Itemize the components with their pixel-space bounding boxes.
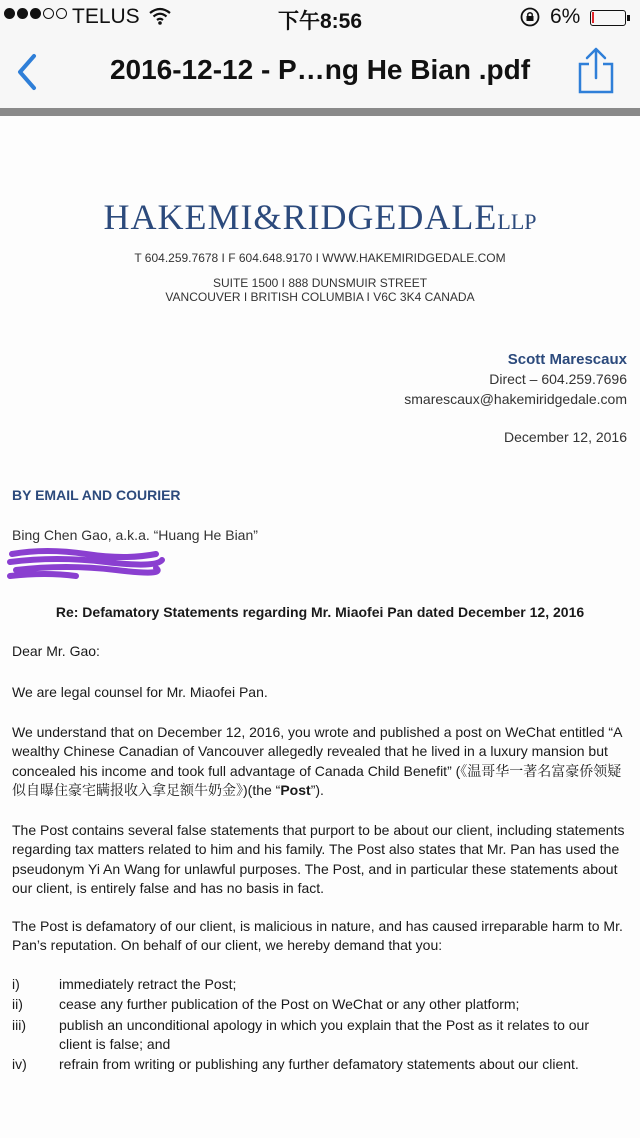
item-number: ii)	[12, 996, 23, 1012]
paragraph-4: The Post is defamatory of our client, is malicious in nature, and has caused irreparable harm to Mr. Pan’s reputation. On behalf of our client, we hereby demand that you:	[12, 918, 623, 954]
paragraph-2	[12, 723, 630, 801]
pdf-page[interactable]	[0, 116, 640, 1138]
item-text: cease any further publication of the Post on WeChat or any other platform;	[59, 996, 520, 1012]
recipient-name: Bing Chen Gao, a.k.a. “Huang He Bian”	[12, 527, 258, 543]
battery-level-fill	[592, 12, 594, 23]
firm-contact: T 604.259.7678 I F 604.648.9170 I WWW.HAKEMIRIDGEDALE.COM	[134, 251, 506, 265]
item-text: refrain from writing or publishing any further defamatory statements about our client.	[59, 1056, 579, 1072]
paragraph-2-end: ”).	[310, 782, 324, 799]
battery-tip	[627, 15, 630, 21]
demand-item	[12, 995, 520, 1014]
demand-item	[12, 1055, 579, 1074]
item-number: iii)	[12, 1017, 26, 1033]
battery-icon	[590, 10, 626, 26]
signer-direct-phone: Direct – 604.259.7696	[489, 371, 627, 387]
demand-item	[12, 975, 237, 994]
paragraph-2-term: Post	[280, 782, 311, 799]
firm-logo-suffix: LLP	[497, 209, 537, 234]
status-time: 下午8:56	[277, 10, 363, 33]
share-icon[interactable]	[572, 46, 620, 96]
signer-name: Scott Marescaux	[507, 351, 627, 368]
rotation-lock-icon	[519, 6, 541, 28]
demand-item	[12, 1016, 590, 1053]
delivery-method: BY EMAIL AND COURIER	[12, 487, 181, 503]
firm-logo	[0, 196, 640, 238]
document-title: 2016-12-12 - P…ng He Bian .pdf	[109, 54, 531, 85]
nav-bar	[0, 36, 640, 108]
battery-percent: 6%	[550, 5, 581, 28]
paragraph-3: The Post contains several false statements that purport to be about our client, including statements regarding tax matters related to him and his family. The Post also states that Mr. Pan has used the pseudonym Yi An Wang for unlawful purposes. The Post, and in particular these statements about our client, is entirely false and has no basis in fact.	[12, 822, 625, 897]
redaction-scribble	[6, 546, 166, 582]
item-number: iv)	[12, 1056, 27, 1072]
item-number: i)	[12, 976, 20, 992]
signer-email: smarescaux@hakemiridgedale.com	[404, 391, 627, 407]
item-text: immediately retract the Post;	[59, 976, 237, 992]
nav-divider	[0, 108, 640, 116]
firm-logo-name: HAKEMI&RIDGEDALE	[103, 197, 498, 237]
letter-date: December 12, 2016	[504, 429, 627, 445]
firm-address-line1: SUITE 1500 I 888 DUNSMUIR STREET	[212, 276, 428, 290]
letter-subject: Re: Defamatory Statements regarding Mr. Miaofei Pan dated December 12, 2016	[55, 604, 585, 620]
status-bar	[0, 0, 640, 36]
item-text: publish an unconditional apology in which you explain that the Post as it relates to our client is false; and	[59, 1017, 590, 1053]
paragraph-1: We are legal counsel for Mr. Miaofei Pan.	[12, 684, 268, 700]
paragraph-2-text: We understand that on December 12, 2016, you wrote and published a post on WeChat entitled “A wealthy Chinese Canadian of Vancouver allegedly revealed that he lived in a luxury mansion but concealed his income and took full advantage of Canada Child Benefit” (《温哥华一著名富豪侨领疑似自曝住豪宅瞒报收入拿足额牛奶金》)(the “	[12, 724, 622, 799]
back-chevron-icon[interactable]	[8, 48, 48, 96]
salutation: Dear Mr. Gao:	[12, 643, 100, 659]
firm-address-line2: VANCOUVER I BRITISH COLUMBIA I V6C 3K4 CANADA	[165, 290, 475, 304]
carrier-name: TELUS	[72, 5, 140, 28]
